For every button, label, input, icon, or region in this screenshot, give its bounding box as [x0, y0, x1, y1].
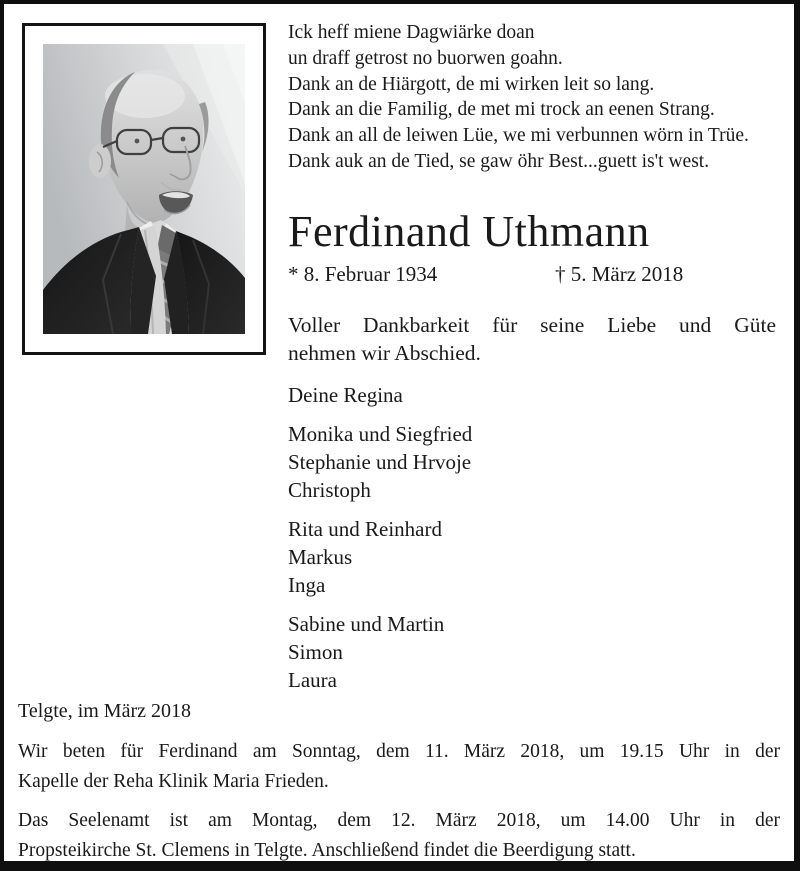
death-date: † 5. März 2018 [555, 261, 684, 286]
footer [18, 698, 780, 866]
mourner-name: Monika und Siegfried [288, 421, 473, 446]
service-line: Propsteikirche St. Clemens in Telgte. Anschließend findet die Beerdigung statt. [18, 840, 636, 861]
poem-line: Dank auk an de Tied, se gaw öhr Best...guett is't west. [288, 150, 710, 172]
birth-date: * 8. Februar 1934 [288, 261, 438, 286]
service-line: Kapelle der Reha Klinik Maria Frieden. [18, 771, 329, 792]
place-date: Telgte, im März 2018 [18, 700, 191, 722]
mourner-name: Sabine und Martin [288, 611, 445, 636]
mourner-name: Rita und Reinhard [288, 516, 442, 541]
mourner-group [288, 610, 776, 694]
mourner-name: Simon [288, 639, 343, 664]
poem-line: Dank an die Familig, de met mi trock an eenen Strang. [288, 99, 715, 121]
farewell-line: Voller Dankbarkeit für seine Liebe und Güte [288, 312, 776, 337]
opening-poem [288, 20, 776, 175]
poem-line: Ick heff miene Dagwiärke doan [288, 22, 535, 43]
mourner-name: Deine Regina [288, 382, 403, 407]
mourner-name: Christoph [288, 477, 371, 502]
service-line: Wir beten für Ferdinand am Sonntag, dem 11. März 2018, um 19.15 Uhr in der [18, 741, 780, 762]
poem-line: un draff getrost no buorwen goahn. [288, 47, 563, 69]
mourner-group [288, 381, 776, 409]
mourner-group [288, 420, 776, 504]
prayer-service-info [18, 737, 780, 797]
service-line: Das Seelenamt ist am Montag, dem 12. März 2018, um 14.00 Uhr in der [18, 810, 780, 831]
poem-line: Dank an all de leiwen Lüe, we mi verbunnen wörn in Trüe. [288, 125, 749, 147]
farewell-line: nehmen wir Abschied. [288, 340, 481, 365]
right-column [288, 20, 776, 694]
portrait-photo-frame [22, 23, 266, 355]
mourner-name: Stephanie und Hrvoje [288, 449, 472, 474]
mourner-name: Inga [288, 572, 326, 597]
poem-line: Dank an de Hiärgott, de mi wirken leit so lang. [288, 73, 655, 95]
requiem-service-info [18, 806, 780, 866]
mourner-name: Laura [288, 667, 337, 692]
mourner-group [288, 515, 776, 599]
life-dates [288, 261, 776, 287]
mourner-name: Markus [288, 544, 353, 569]
deceased-name: Ferdinand Uthmann [288, 206, 650, 256]
mourners-list [288, 381, 776, 694]
portrait-photo [43, 44, 245, 334]
farewell-text [288, 311, 776, 367]
